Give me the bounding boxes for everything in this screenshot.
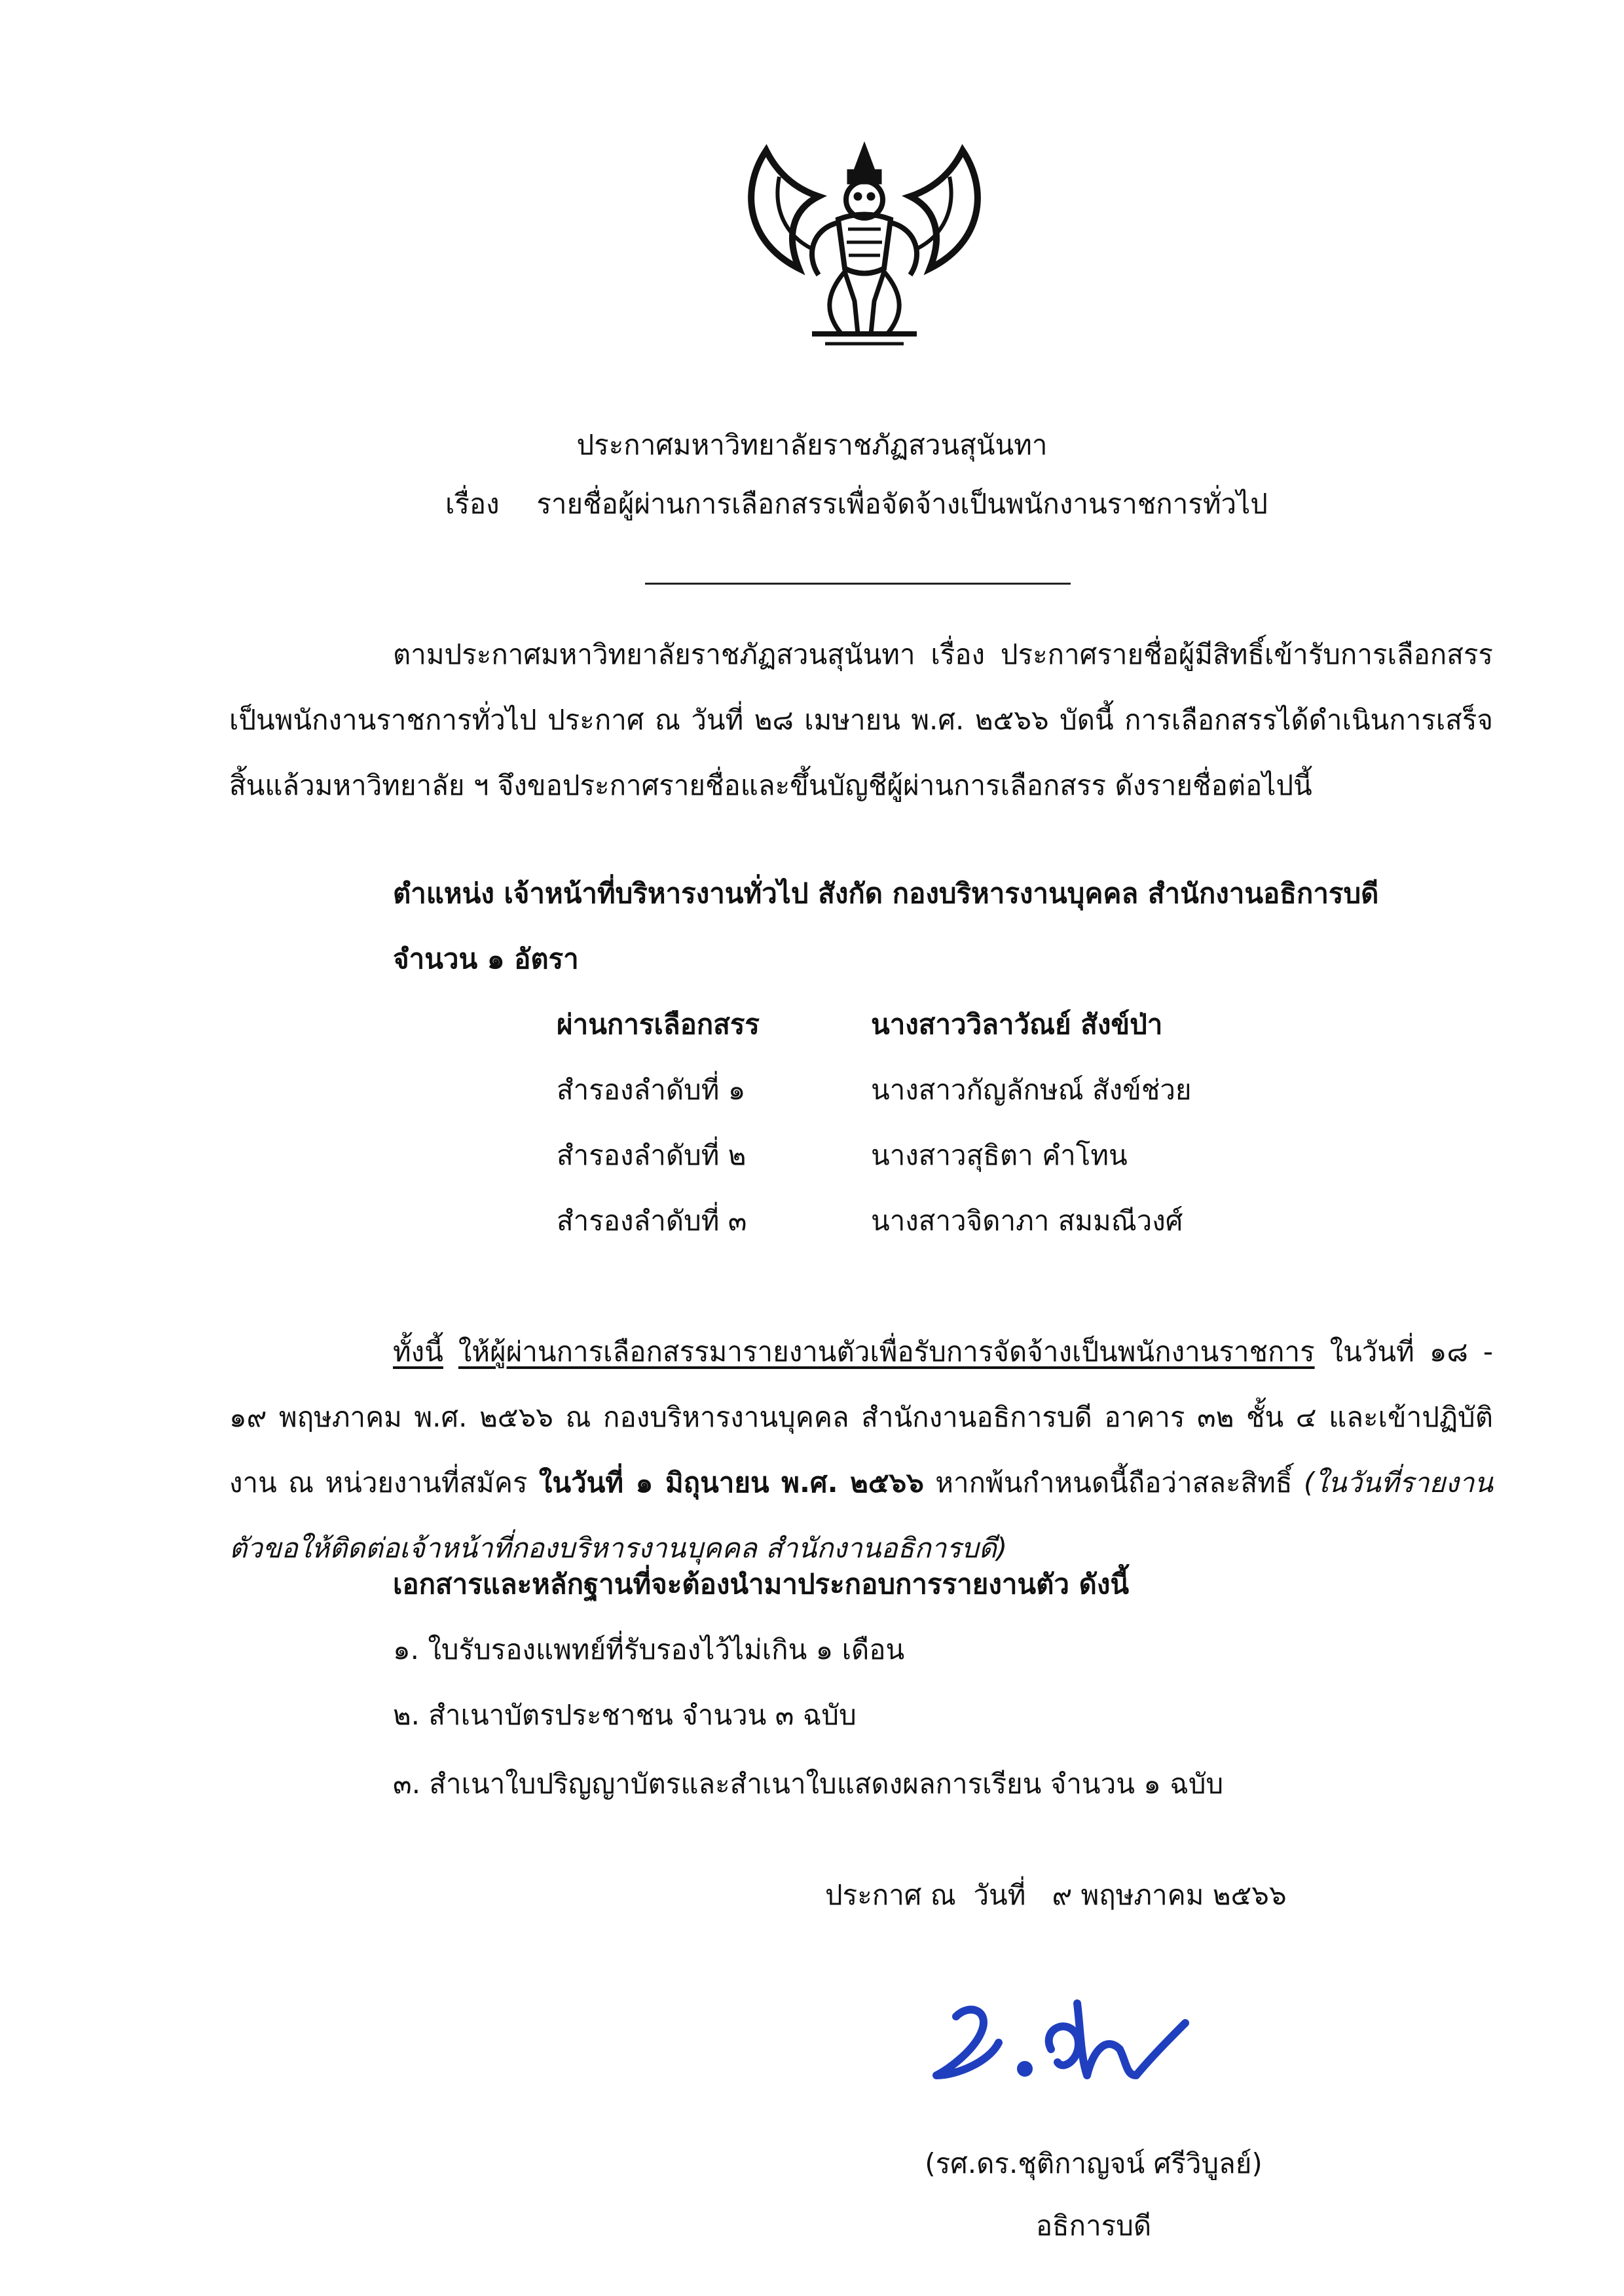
- intro-paragraph: ตามประกาศมหาวิทยาลัยราชภัฏสวนสุนันทา เรื่อง ประกาศรายชื่อผู้มีสิทธิ์เข้ารับการเลือกสรร เป็นพนักงานราชการทั่วไป ประกาศ ณ วันที่ ๒๘ เมษายน พ.ศ. ๒๕๖๖ บัดนี้ การเลือกสรรได้ดำเนินการเสร็จสิ้นแล้วมหาวิทยาลัย ฯ จึงขอประกาศรายชื่อและขึ้นบัญชีผู้ผ่านการเลือกสรร ดังรายชื่อต่อไปนี้: [229, 638, 1493, 801]
- document-item: ๑. ใบรับรองแพทย์ที่รับรองไว้ไม่เกิน ๑ เดือน: [393, 1633, 905, 1666]
- list-item: [557, 1008, 1342, 1074]
- documents-heading: เอกสารและหลักฐานที่จะต้องนำมาประกอบการรายงานตัว ดังนี้: [393, 1568, 1130, 1600]
- signatory-name: (รศ.ดร.ชุติกาญจน์ ศรีวิบูลย์): [925, 2147, 1263, 2179]
- result-name: นางสาวจิดาภา สมมณีวงศ์: [871, 1205, 1183, 1237]
- notice-paragraph: [229, 1319, 1493, 1581]
- title-divider: [645, 583, 1071, 585]
- result-status: ผ่านการเลือกสรร: [557, 1008, 760, 1040]
- announcement-date: ประกาศ ณ วันที่ ๙ พฤษภาคม ๒๕๖๖: [825, 1879, 1287, 1911]
- notice-lead: ทั้งนี้: [393, 1336, 443, 1368]
- subject-label: เรื่อง: [445, 488, 500, 520]
- notice-part1: ในวันที่ ๑๘ - ๑๙ พฤษภาคม พ.ศ. ๒๕๖๖ ณ กองบริหารงานบุคคล สำนักงานอธิการบดี อาคาร ๓๒ ชั้น ๔ และเข้าปฏิบัติงาน ณ หน่วยงานที่สมัคร: [229, 1336, 1493, 1499]
- list-item: [557, 1074, 1342, 1139]
- notice-part2: หากพ้นกำหนดนี้ถือว่าสละสิทธิ์: [923, 1467, 1304, 1499]
- notice-italic-note: (ในวันที่รายงานตัวขอให้ติดต่อเจ้าหน้าที่กองบริหารงานบุคคล สำนักงานอธิการบดี): [229, 1467, 1493, 1564]
- subject-text: รายชื่อผู้ผ่านการเลือกสรรเพื่อจัดจ้างเป็นพนักงานราชการทั่วไป: [536, 488, 1268, 520]
- position-count: จำนวน ๑ อัตรา: [393, 943, 579, 975]
- document-item: ๒. สำเนาบัตรประชาชน จำนวน ๓ ฉบับ: [393, 1699, 857, 1731]
- result-name: นางสาววิลาวัณย์ สังข์ป่า: [871, 1008, 1163, 1040]
- notice-underlined: ให้ผู้ผ่านการเลือกสรรมารายงานตัวเพื่อรับการจัดจ้างเป็นพนักงานราชการ: [458, 1336, 1315, 1368]
- result-name: นางสาวสุธิตา คำโทน: [871, 1139, 1128, 1171]
- position-title: ตำแหน่ง เจ้าหน้าที่บริหารงานทั่วไป สังกัด กองบริหารงานบุคคล สำนักงานอธิการบดี: [393, 877, 1379, 909]
- subject-line: [445, 488, 1268, 520]
- list-item: [557, 1205, 1342, 1270]
- result-status: สำรองลำดับที่ ๒: [557, 1139, 747, 1171]
- result-status: สำรองลำดับที่ ๑: [557, 1074, 746, 1106]
- signatory-title: อธิการบดี: [1035, 2210, 1152, 2242]
- result-status: สำรองลำดับที่ ๓: [557, 1205, 747, 1237]
- list-item: [557, 1139, 1342, 1205]
- announcement-title: ประกาศมหาวิทยาลัยราชภัฏสวนสุนันทา: [576, 429, 1048, 461]
- notice-bold-date: ในวันที่ ๑ มิถุนายน พ.ศ. ๒๕๖๖: [538, 1467, 924, 1499]
- result-name: นางสาวกัญลักษณ์ สังข์ช่วย: [871, 1074, 1192, 1106]
- signature-image: [910, 1977, 1264, 2108]
- garuda-emblem-icon: [727, 137, 1002, 354]
- document-item: ๓. สำเนาใบปริญญาบัตรและสำเนาใบแสดงผลการเรียน จำนวน ๑ ฉบับ: [393, 1768, 1224, 1800]
